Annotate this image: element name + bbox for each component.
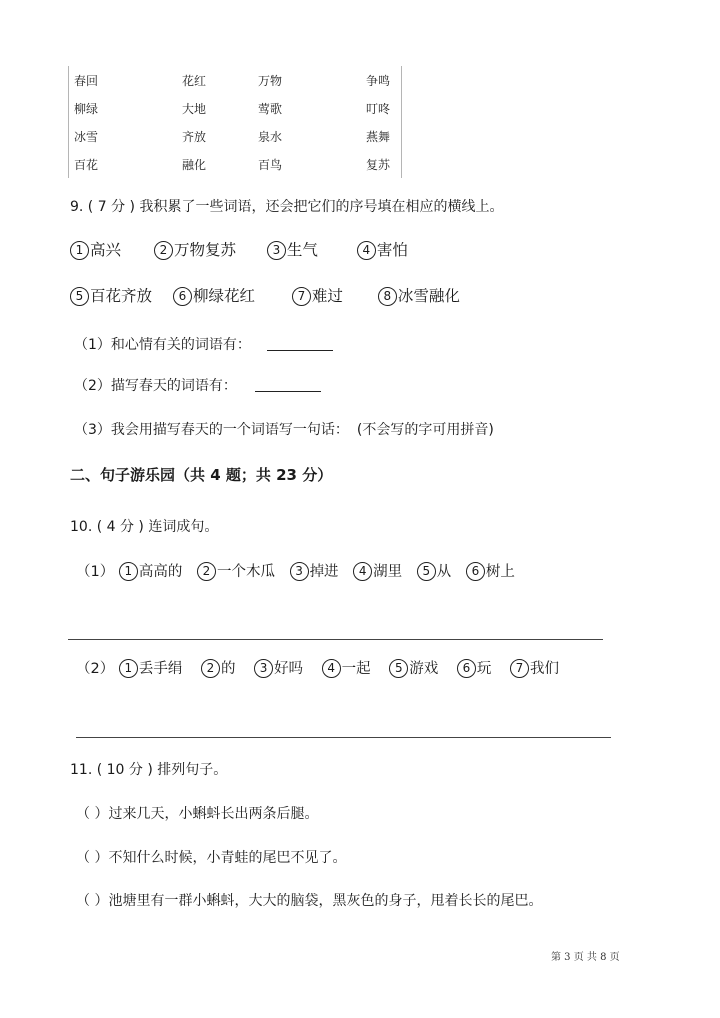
q10-item xyxy=(290,564,339,580)
q10-item-text: 的 xyxy=(220,661,236,677)
q10-sub2 xyxy=(76,657,559,678)
q9-option xyxy=(378,287,460,305)
q10-item xyxy=(197,564,275,580)
answer-blank[interactable] xyxy=(267,337,333,351)
circled-number: 3 xyxy=(290,562,309,581)
q10-header: 10. ( 4 分 ) 连词成句。 xyxy=(70,519,219,535)
q10-item xyxy=(457,661,492,677)
q10-sub1 xyxy=(76,560,515,581)
q10-item-text: 树上 xyxy=(485,564,515,580)
q9-options-row1 xyxy=(70,238,408,260)
q9-sub3-text: （3）我会用描写春天的一个词语写一句话： xyxy=(74,422,349,438)
circled-number: 4 xyxy=(353,562,372,581)
q9-option xyxy=(70,287,152,305)
q9-option-text: 柳绿花红 xyxy=(192,287,255,305)
q11-item: （ ）不知什么时候，小青蛙的尾巴不见了。 xyxy=(76,850,347,866)
grid-cell: 复苏 xyxy=(366,158,391,172)
grid-cell: 百花 xyxy=(74,158,99,172)
circled-number: 5 xyxy=(417,562,436,581)
q10-item-text: 一起 xyxy=(341,661,371,677)
grid-right-border xyxy=(401,66,402,178)
q10-item xyxy=(322,661,371,677)
q11-item: （ ）池塘里有一群小蝌蚪，大大的脑袋，黑灰色的身子，甩着长长的尾巴。 xyxy=(76,893,543,909)
q9-option xyxy=(154,241,236,259)
grid-cell: 莺歌 xyxy=(258,102,283,116)
q10-item xyxy=(353,564,402,580)
circled-number: 6 xyxy=(466,562,485,581)
q10-item-text: 好吗 xyxy=(274,661,304,677)
q10-item-text: 高高的 xyxy=(138,564,183,580)
q9-option-text: 难过 xyxy=(311,287,343,305)
circled-number: 6 xyxy=(457,659,476,678)
circled-number: 7 xyxy=(510,659,529,678)
q10-item xyxy=(201,661,236,677)
answer-blank[interactable] xyxy=(255,378,321,392)
q10-item xyxy=(417,564,452,580)
q10-item-text: 一个木瓜 xyxy=(216,564,275,580)
q9-option-text: 百花齐放 xyxy=(90,287,153,305)
grid-cell: 万物 xyxy=(258,74,283,88)
q9-sub1 xyxy=(74,334,333,354)
circled-number: 2 xyxy=(154,241,173,260)
q10-item xyxy=(466,564,515,580)
q9-option-text: 生气 xyxy=(286,241,318,259)
circled-number: 4 xyxy=(322,659,341,678)
grid-cell: 燕舞 xyxy=(366,130,391,144)
q9-option xyxy=(173,287,255,305)
q11-header: 11. ( 10 分 ) 排列句子。 xyxy=(70,762,228,778)
circled-number: 1 xyxy=(119,562,138,581)
circled-number: 6 xyxy=(173,287,192,306)
q10-item xyxy=(119,564,183,580)
grid-cell: 大地 xyxy=(182,102,207,116)
page-number: 第 3 页 共 8 页 xyxy=(551,952,620,963)
circled-number: 5 xyxy=(389,659,408,678)
word-grid xyxy=(68,66,402,178)
circled-number: 2 xyxy=(201,659,220,678)
q9-options-row2 xyxy=(70,284,460,306)
q10-item-text: 掉进 xyxy=(309,564,339,580)
q11-item: （ ）过来几天，小蝌蚪长出两条后腿。 xyxy=(76,806,319,822)
circled-number: 1 xyxy=(70,241,89,260)
q10-sub2-label: （2） xyxy=(76,661,115,677)
grid-cell: 齐放 xyxy=(182,130,207,144)
grid-cell: 冰雪 xyxy=(74,130,99,144)
grid-cell: 泉水 xyxy=(258,130,283,144)
q9-sub3-note: (不会写的字可用拼音) xyxy=(356,422,494,438)
answer-line[interactable] xyxy=(76,737,611,738)
grid-cell: 花红 xyxy=(182,74,207,88)
q10-item-text: 丢手绢 xyxy=(138,661,183,677)
grid-left-border xyxy=(68,66,69,178)
q10-item xyxy=(119,661,183,677)
q9-header: 9. ( 7 分 ) 我积累了一些词语，还会把它们的序号填在相应的横线上。 xyxy=(70,199,504,215)
circled-number: 4 xyxy=(357,241,376,260)
section-title: 二、句子游乐园（共 4 题；共 23 分） xyxy=(70,466,333,484)
q10-item-text: 我们 xyxy=(530,661,559,677)
q10-item xyxy=(389,661,438,677)
q9-sub1-text: （1）和心情有关的词语有： xyxy=(74,337,251,353)
q9-sub2-text: （2）描写春天的词语有： xyxy=(74,378,237,394)
q9-option-text: 冰雪融化 xyxy=(397,287,460,305)
circled-number: 3 xyxy=(254,659,273,678)
q10-item-text: 从 xyxy=(436,564,452,580)
circled-number: 5 xyxy=(70,287,89,306)
q9-option xyxy=(267,241,318,259)
q10-item-text: 游戏 xyxy=(409,661,439,677)
q9-sub3 xyxy=(74,419,494,439)
grid-cell: 叮咚 xyxy=(366,102,391,116)
q9-option xyxy=(70,241,121,259)
circled-number: 7 xyxy=(292,287,311,306)
answer-line[interactable] xyxy=(68,639,603,640)
q9-option-text: 万物复苏 xyxy=(173,241,236,259)
grid-cell: 争鸣 xyxy=(366,74,391,88)
circled-number: 1 xyxy=(119,659,138,678)
q10-item xyxy=(510,661,559,677)
q9-sub2 xyxy=(74,375,321,395)
grid-cell: 百鸟 xyxy=(258,158,283,172)
q9-option xyxy=(292,287,343,305)
grid-cell: 融化 xyxy=(182,158,207,172)
q9-option-text: 害怕 xyxy=(376,241,408,259)
q10-item-text: 玩 xyxy=(476,661,492,677)
q10-item-text: 湖里 xyxy=(373,564,403,580)
q9-option-text: 高兴 xyxy=(90,241,122,259)
circled-number: 3 xyxy=(267,241,286,260)
q10-item xyxy=(254,661,303,677)
grid-cell: 春回 xyxy=(74,74,99,88)
q10-sub1-label: （1） xyxy=(76,564,115,580)
circled-number: 8 xyxy=(378,287,397,306)
circled-number: 2 xyxy=(197,562,216,581)
q9-option xyxy=(357,241,408,259)
grid-cell: 柳绿 xyxy=(74,102,99,116)
